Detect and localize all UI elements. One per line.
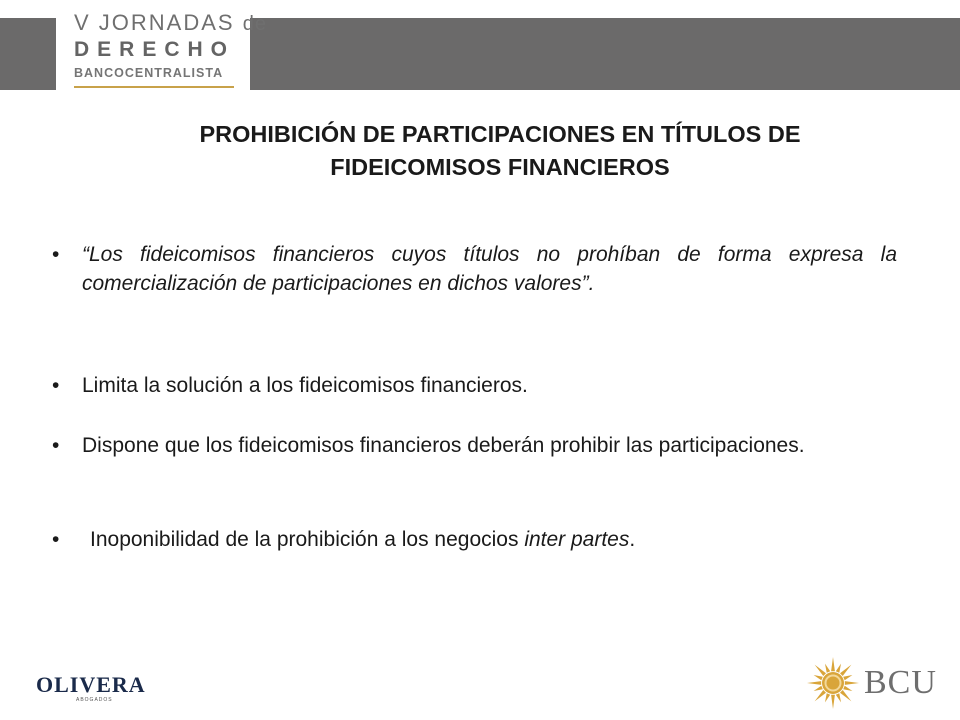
jornadas-logo [62, 6, 267, 88]
olivera-logo [36, 672, 156, 706]
sun-ray [814, 675, 823, 680]
sun-ray [843, 686, 852, 691]
logo-rule [74, 86, 234, 88]
bullet-dot: • [52, 374, 60, 397]
bcu-logo [806, 656, 946, 712]
sun-ray [807, 681, 821, 685]
bullet-text-italic: inter partes [524, 528, 630, 551]
bullet-text: “Los fideicomisos financieros cuyos títulos no prohíban de forma expresa la comercialización de participaciones en dichos valores”. [82, 243, 897, 295]
bullet-text: Limita la solución a los fideicomisos financieros. [82, 374, 528, 397]
sun-ray [815, 690, 826, 701]
sun-ray [815, 665, 826, 676]
slide-title-line2: FIDEICOMISOS FINANCIEROS [330, 154, 670, 180]
bullet-dot: • [52, 528, 60, 551]
slide-title [60, 118, 940, 184]
header-bar [0, 0, 960, 92]
sun-ray [814, 686, 823, 691]
olivera-wordmark: OLIVERA [36, 672, 146, 697]
logo-line1: V JORNADAS de [74, 10, 267, 35]
slide-title-line1: PROHIBICIÓN DE PARTICIPACIONES EN TÍTULOS DE [199, 121, 801, 147]
logo-line3: BANCOCENTRALISTA [74, 66, 224, 80]
logo-line2: DERECHO [74, 38, 236, 61]
sun-ray [825, 664, 830, 673]
sun-ray [831, 657, 835, 671]
bullet-text [90, 525, 905, 554]
sun-ray [845, 681, 859, 685]
header-bar-right [250, 18, 960, 90]
sun-ray [843, 675, 852, 680]
sun-ray [831, 695, 835, 709]
header-bar-left [0, 18, 56, 90]
sun-ray [825, 693, 830, 702]
bullet-dot: • [52, 434, 60, 457]
bcu-wordmark: BCU [864, 664, 937, 701]
bullet-dot: • [52, 243, 60, 266]
bullet-text-after: . [629, 528, 636, 551]
sun-ray [836, 664, 841, 673]
sun-ray [840, 665, 851, 676]
sun-icon [806, 656, 860, 710]
sun-ray [840, 690, 851, 701]
bullet-text-before: Inoponibilidad de la prohibición a los negocios [90, 528, 525, 551]
sun-ray [836, 693, 841, 702]
bullet-text: Dispone que los fideicomisos financieros deberán prohibir las participaciones. [82, 434, 805, 457]
olivera-subtitle: ABOGADOS [76, 697, 113, 703]
